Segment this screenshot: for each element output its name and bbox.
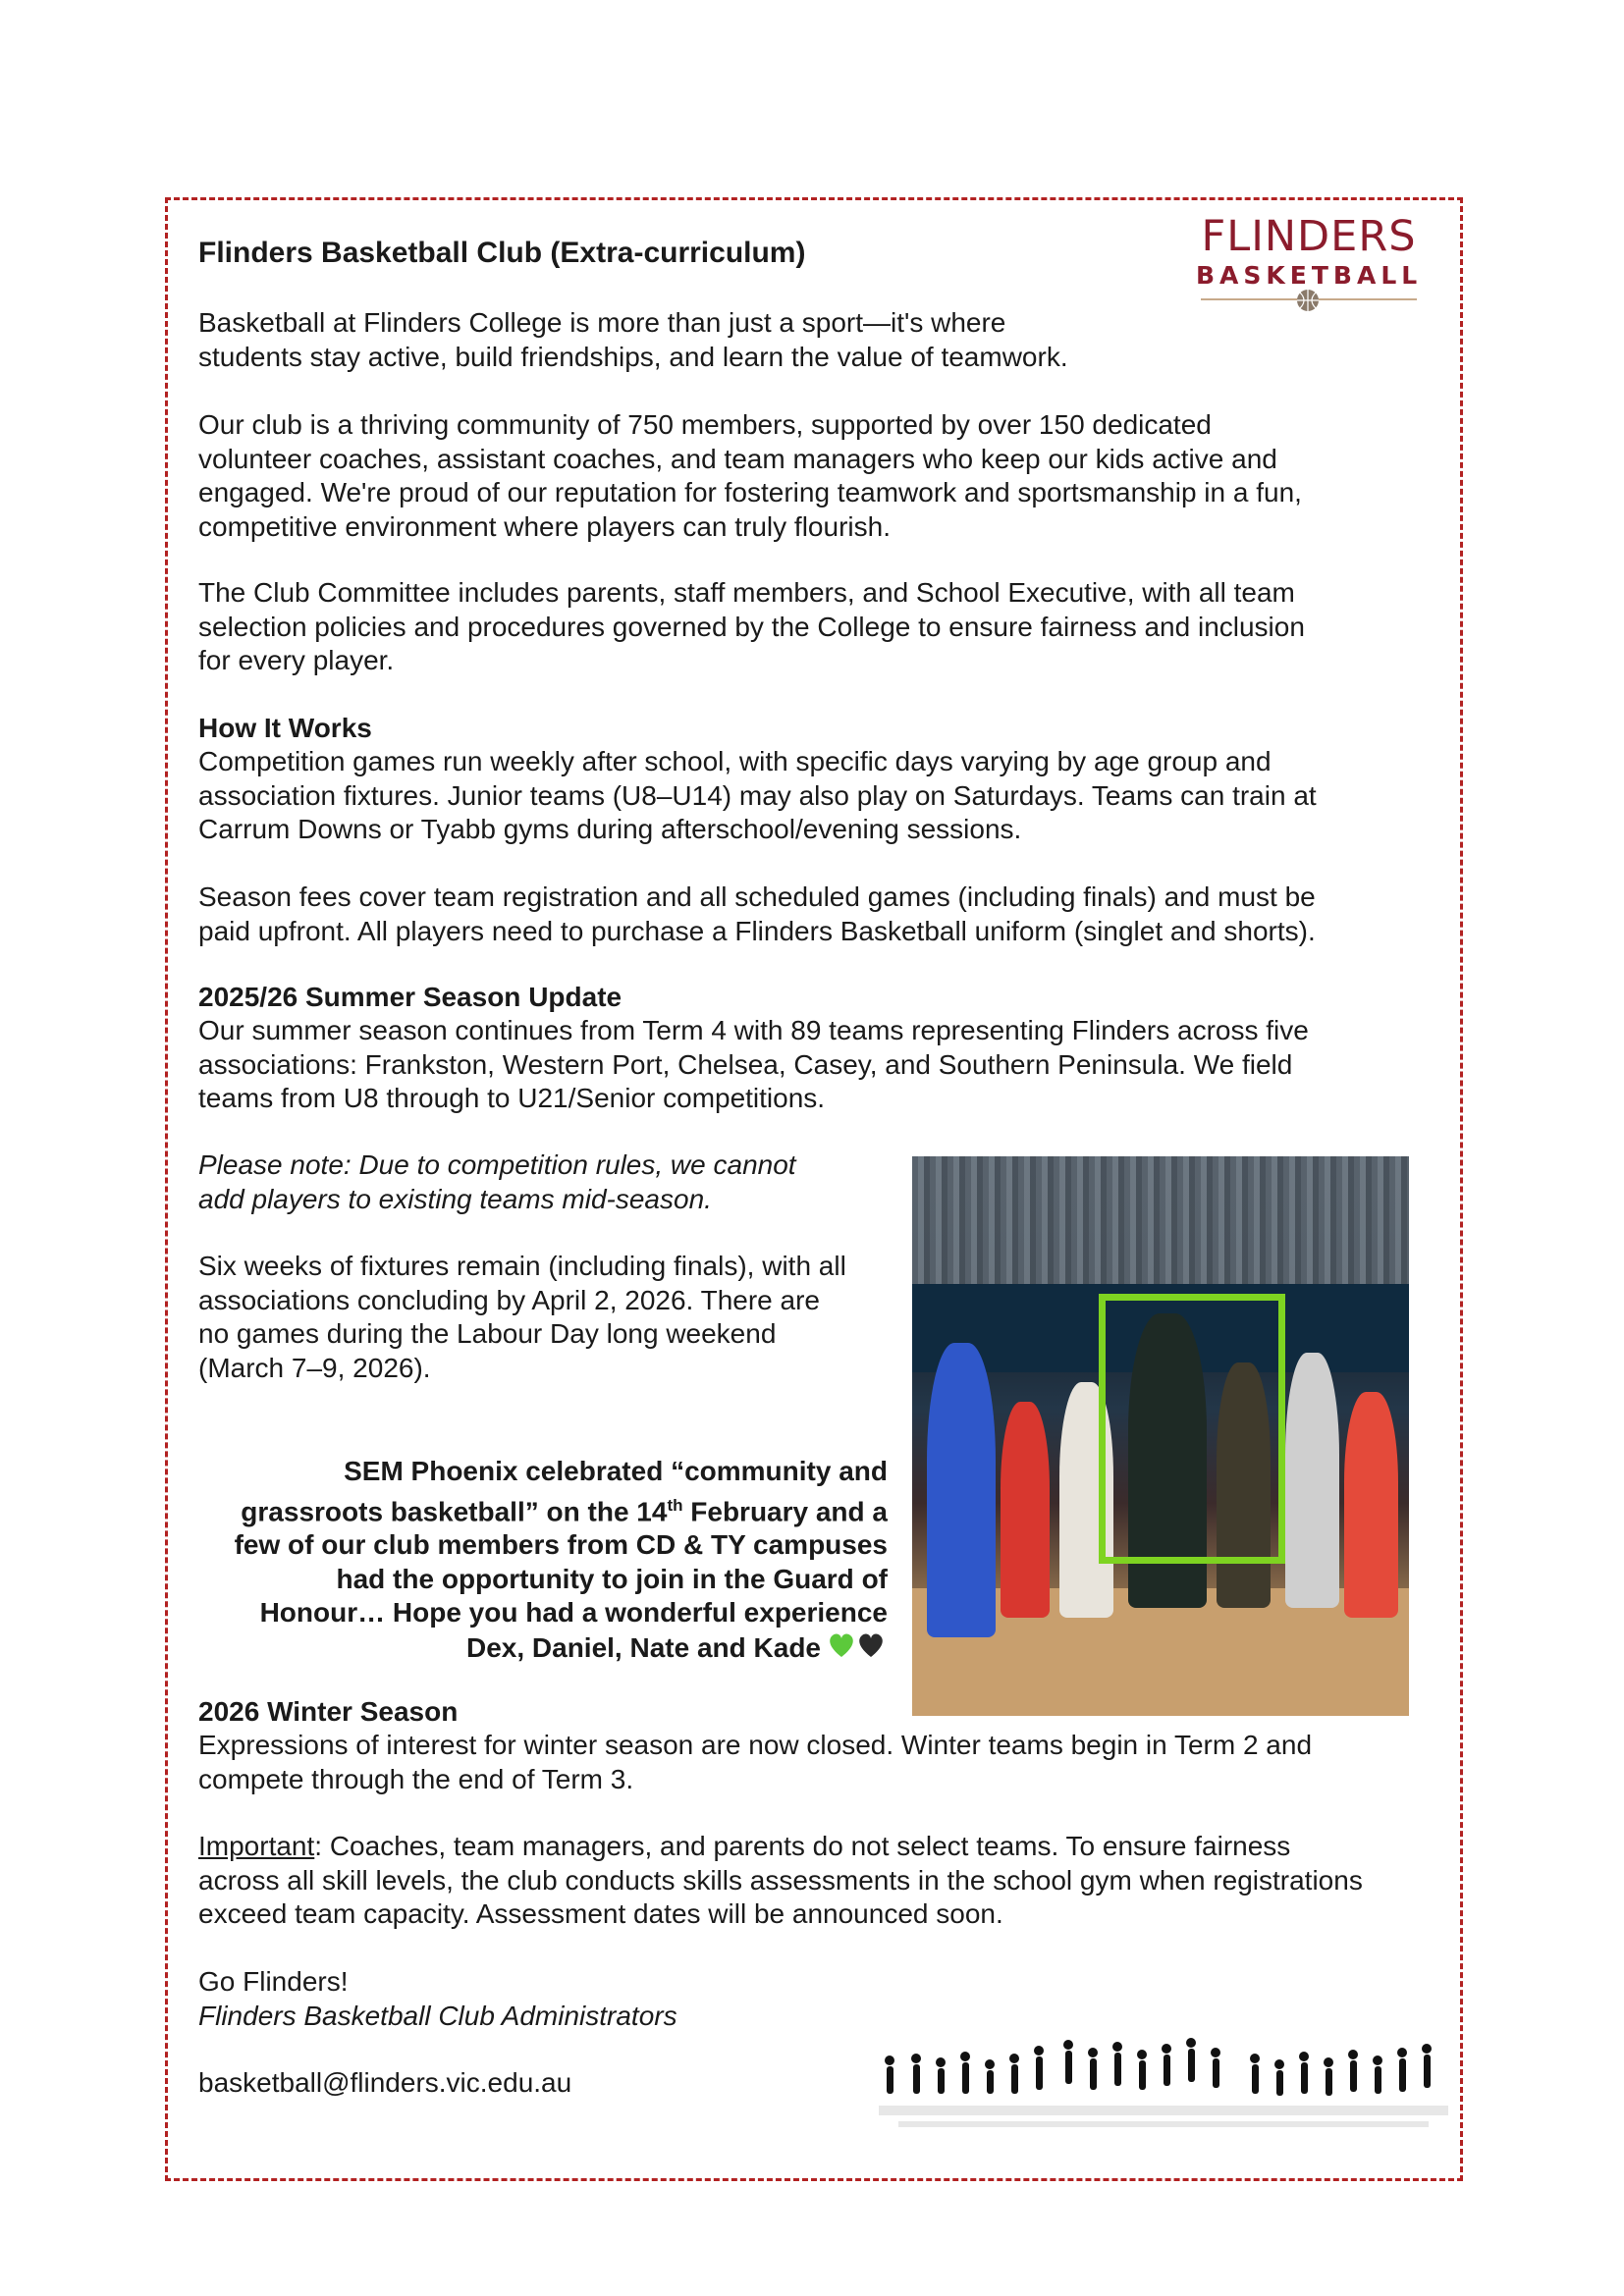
caption-line: few of our club members from CD & TY campuses (234, 1529, 888, 1561)
how-it-works-line: Carrum Downs or Tyabb gyms during afterschool/evening sessions. (198, 814, 1022, 844)
competition-note (198, 1148, 905, 1216)
how-it-works-line: Competition games run weekly after school, with specific days varying by age group and (198, 746, 1272, 776)
page-title: Flinders Basketball Club (Extra-curriculum) (198, 237, 806, 269)
summer-season-line: associations: Frankston, Western Port, Chelsea, Casey, and Southern Peninsula. We field (198, 1048, 1293, 1080)
committee-paragraph (198, 576, 1432, 678)
intro-line: students stay active, build friendships, and learn the value of teamwork. (198, 341, 1068, 372)
logo-wordmark-top: FLINDERS (1201, 212, 1417, 261)
community-line: volunteer coaches, assistant coaches, and team managers who keep our kids active and (198, 443, 1277, 474)
how-it-works-line: association fixtures. Junior teams (U8–U14) may also play on Saturdays. Teams can train at (198, 779, 1317, 811)
committee-line: selection policies and procedures governed by the College to ensure fairness and inclusion (198, 611, 1305, 642)
player-figure (1001, 1402, 1050, 1618)
guard-of-honour-caption (198, 1455, 888, 1665)
caption-line: Dex, Daniel, Nate and Kade (198, 1630, 888, 1666)
summer-season-section (198, 981, 1432, 1116)
basketball-silhouettes (879, 2037, 1448, 2155)
caption-line: had the opportunity to join in the Guard of (336, 1563, 888, 1594)
intro-line: Basketball at Flinders College is more than just a sport—it's where (198, 307, 1006, 338)
caption-line: Honour… Hope you had a wonderful experience (259, 1597, 888, 1629)
winter-season-heading: 2026 Winter Season (198, 1696, 459, 1727)
important-line: across all skill levels, the club conducts skills assessments in the school gym when registrations (198, 1864, 1363, 1896)
fixtures-paragraph (198, 1250, 905, 1385)
fees-paragraph (198, 881, 1432, 948)
signoff-signature: Flinders Basketball Club Administrators (198, 2000, 677, 2031)
intro-paragraph (198, 306, 1432, 374)
logo-wordmark-bottom: BASKETBALL (1196, 261, 1423, 290)
fees-line: Season fees cover team registration and all scheduled games (including finals) and must be (198, 881, 1316, 912)
community-line: Our club is a thriving community of 750 members, supported by over 150 dedicated (198, 409, 1212, 440)
fixtures-line: Six weeks of fixtures remain (including finals), with all (198, 1251, 846, 1281)
player-figure (1344, 1392, 1398, 1618)
note-line: add players to existing teams mid-season. (198, 1183, 712, 1214)
winter-season-line: Expressions of interest for winter season are now closed. Winter teams begin in Term 2 and (198, 1730, 1313, 1760)
fixtures-line: (March 7–9, 2026). (198, 1352, 431, 1383)
community-line: competitive environment where players can truly flourish. (198, 510, 891, 542)
player-figure (927, 1343, 996, 1637)
important-label: Important (198, 1831, 315, 1861)
important-paragraph (198, 1830, 1432, 1932)
caption-line: SEM Phoenix celebrated “community and (344, 1456, 888, 1486)
fees-line: paid upfront. All players need to purchase a Flinders Basketball uniform (singlet and shorts). (198, 915, 1316, 946)
how-it-works-section (198, 712, 1432, 847)
community-paragraph (198, 408, 1432, 544)
photo-crowd (912, 1156, 1409, 1284)
community-line: engaged. We're proud of our reputation for fostering teamwork and sportsmanship in a fun, (198, 477, 1302, 507)
contact-email: basketball@flinders.vic.edu.au (198, 2067, 572, 2098)
signoff (198, 1965, 1432, 2033)
fixtures-line: associations concluding by April 2, 2026. There are (198, 1284, 820, 1315)
important-line: Important: Coaches, team managers, and parents do not select teams. To ensure fairness (198, 1831, 1291, 1861)
committee-line: The Club Committee includes parents, staff members, and School Executive, with all team (198, 577, 1295, 608)
caption-line: grassroots basketball” on the 14th February and a (241, 1495, 888, 1526)
player-figure (1285, 1353, 1339, 1608)
committee-line: for every player. (198, 645, 395, 675)
fixtures-line: no games during the Labour Day long weekend (198, 1318, 777, 1349)
important-line: exceed team capacity. Assessment dates will be announced soon. (198, 1898, 1003, 1929)
summer-season-line: Our summer season continues from Term 4 with 89 teams representing Flinders across five (198, 1015, 1309, 1045)
summer-season-line: teams from U8 through to U21/Senior competitions. (198, 1083, 826, 1113)
hearts-icon (827, 1630, 888, 1660)
winter-season-section (198, 1695, 1432, 1796)
highlight-box (1099, 1294, 1285, 1564)
note-line: Please note: Due to competition rules, we cannot (198, 1149, 796, 1180)
guard-of-honour-photo (912, 1156, 1409, 1716)
how-it-works-heading: How It Works (198, 713, 372, 743)
signoff-line: Go Flinders! (198, 1966, 349, 1997)
summer-season-heading: 2025/26 Summer Season Update (198, 982, 623, 1012)
winter-season-line: compete through the end of Term 3. (198, 1763, 634, 1794)
